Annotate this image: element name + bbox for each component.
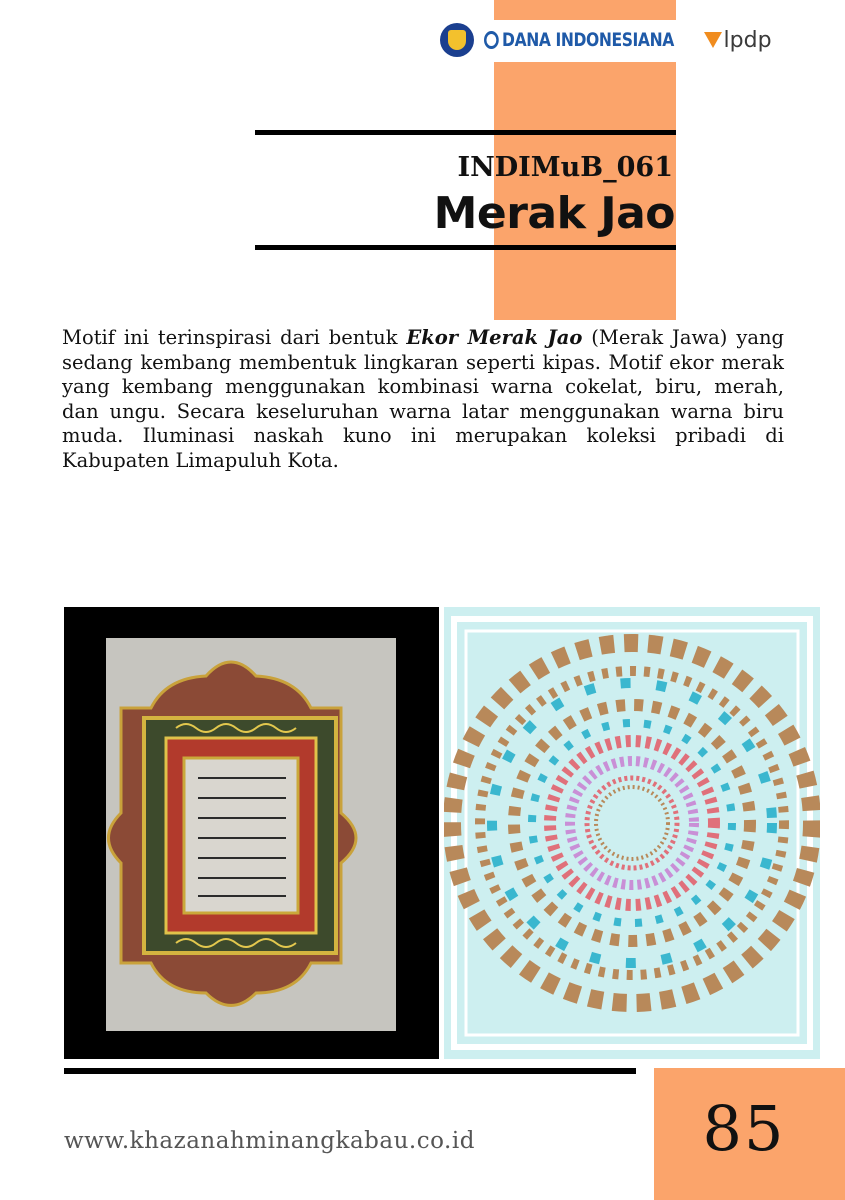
page-number: 85 bbox=[702, 1092, 786, 1165]
title-bottom-rule bbox=[255, 245, 676, 250]
description-paragraph bbox=[62, 326, 784, 473]
title-top-rule bbox=[255, 130, 676, 135]
manuscript-illumination-drawing bbox=[106, 638, 396, 1031]
footer-rule bbox=[64, 1068, 636, 1074]
dana-indonesiana-icon bbox=[484, 31, 499, 49]
manuscript-illumination-photo bbox=[64, 607, 439, 1059]
kemdikbud-emblem-icon bbox=[440, 23, 474, 57]
lpdp-logo bbox=[704, 28, 772, 53]
description-emphasis: Ekor Merak Jao bbox=[406, 326, 583, 349]
dana-indonesiana-text: DANA INDONESIANA bbox=[502, 29, 674, 51]
merak-jao-motif-illustration bbox=[444, 607, 820, 1059]
description-intro: Motif ini terinspirasi dari bentuk bbox=[62, 326, 407, 349]
motif-code: INDIMuB_061 bbox=[457, 152, 673, 183]
lpdp-text: lpdp bbox=[723, 27, 772, 53]
manuscript-page bbox=[106, 638, 396, 1031]
dana-indonesiana-logo bbox=[484, 29, 674, 51]
page-title: Merak Jao bbox=[433, 188, 675, 239]
description-rest: (Merak Jawa) yang sedang kembang membentuk lingkaran seperti kipas. Motif ekor merak yang kembang menggunakan kombinasi warna cokelat, biru, merah, dan ungu. Secara keseluruhan warna latar menggunakan warna biru muda. Iluminasi naskah kuno ini merupakan koleksi pribadi di Kabupaten Limapuluh Kota. bbox=[62, 326, 785, 472]
website-url: www.khazanahminangkabau.co.id bbox=[64, 1128, 475, 1154]
lpdp-flame-icon bbox=[704, 32, 722, 48]
motif-drawing bbox=[444, 607, 820, 1059]
sponsor-logos bbox=[440, 22, 772, 58]
page-number-box bbox=[654, 1068, 845, 1200]
